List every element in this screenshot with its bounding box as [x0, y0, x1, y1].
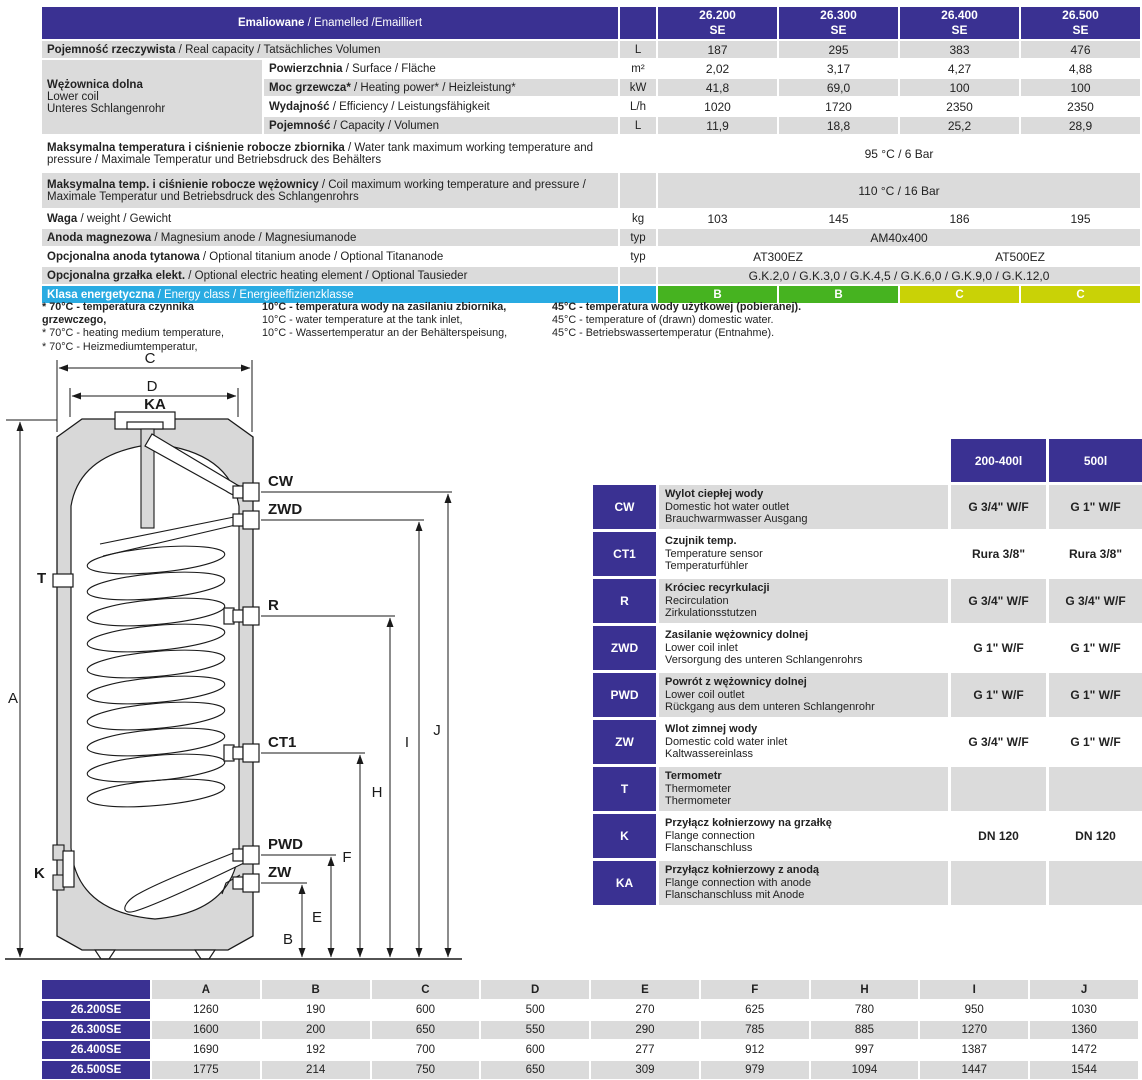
coil-group-en: Lower coil [47, 91, 99, 103]
dim-value: 997 [810, 1040, 920, 1060]
footnote-line: * 70°C - temperatura czynnika grzewczego, [42, 301, 194, 327]
connection-size-2: Rura 3/8" [1048, 531, 1142, 578]
connection-code: K [592, 813, 658, 860]
label-rest: / Energy class / Energieeffizienzklasse [154, 288, 354, 301]
connection-size-2: G 1" W/F [1048, 625, 1142, 672]
value-cell: 41,8 [657, 78, 778, 97]
dim-value: 625 [700, 1000, 810, 1020]
dim-col-header: E [590, 979, 700, 1000]
model-suffix: SE [951, 23, 968, 37]
k-flange-plate [63, 851, 74, 887]
desc-en: Domestic cold water inlet [665, 735, 788, 748]
connection-size-1: DN 120 [950, 813, 1048, 860]
unit-efficiency: L/h [619, 97, 657, 116]
label-rest: / Surface / Fläche [342, 62, 436, 75]
dim-value: 190 [261, 1000, 371, 1020]
footnote-column-3 [552, 301, 882, 354]
connection-desc [658, 531, 950, 578]
footnote-column-2 [262, 301, 538, 354]
desc-pl: Czujnik temp. [665, 534, 737, 547]
connection-desc [658, 625, 950, 672]
connection-size-2: DN 120 [1048, 813, 1142, 860]
dim-label-E: E [311, 909, 323, 926]
dimensions-row-26400 [41, 1040, 1139, 1060]
value-cell: 383 [899, 40, 1020, 59]
label-rest: / Heating power* / Heizleistung* [350, 81, 516, 94]
connection-size-2: G 1" W/F [1048, 719, 1142, 766]
desc-pl: Zasilanie wężownicy dolnej [665, 628, 809, 641]
value-cell: 100 [1020, 78, 1141, 97]
dim-col-header: H [810, 979, 920, 1000]
dim-label-D: D [146, 378, 158, 395]
row-weight [41, 209, 1141, 228]
value-cell: 2350 [1020, 97, 1141, 116]
value-cell: 1720 [778, 97, 899, 116]
label-rest: / weight / Gewicht [77, 212, 172, 225]
value-cell: 195 [1020, 209, 1141, 228]
label-efficiency [263, 97, 619, 116]
dim-value: 1600 [151, 1020, 261, 1040]
spec-unit-header-cell [619, 6, 657, 40]
connection-code: ZW [592, 719, 658, 766]
k-flange-tab [53, 875, 64, 890]
dim-value: 979 [700, 1060, 810, 1080]
desc-de: Temperaturfühler [665, 560, 749, 573]
label-pl: Klasa energetyczna [47, 288, 155, 301]
row-anode [41, 228, 1141, 247]
dim-value: 309 [590, 1060, 700, 1080]
connection-size-2: G 1" W/F [1048, 672, 1142, 719]
dimensions-row-26200 [41, 1000, 1139, 1020]
dimensions-row-26500 [41, 1060, 1139, 1080]
connection-code: CW [592, 484, 658, 531]
footnotes [42, 301, 896, 354]
model-name: 26.500 [1062, 8, 1099, 22]
label-pl: Waga [47, 212, 78, 225]
connections-header-row [592, 438, 1142, 484]
t-label: T [37, 570, 47, 587]
label-pl: Powierzchnia [269, 62, 343, 75]
footnote-line: 45°C - temperature of (drawn) domestic water. [552, 314, 774, 327]
desc-en: Temperature sensor [665, 547, 763, 560]
height-dim-lines [302, 494, 448, 957]
value-cell: 2350 [899, 97, 1020, 116]
label-power [263, 78, 619, 97]
tank-diagram [0, 350, 470, 980]
k-flange-tab [53, 845, 64, 860]
desc-pl: Wylot ciepłej wody [665, 487, 764, 500]
value-cell: 186 [899, 209, 1020, 228]
connection-code: PWD [592, 672, 658, 719]
spec-title-pl: Emaliowane [237, 17, 305, 29]
dim-value: 950 [919, 1000, 1029, 1020]
model-header-2 [778, 6, 899, 40]
spec-title-rest: / Enamelled /Emailliert [304, 17, 423, 29]
dim-col-header: C [371, 979, 481, 1000]
dim-value: 1260 [151, 1000, 261, 1020]
tank-inner-cavity [71, 444, 239, 919]
spec-table [40, 5, 1142, 305]
unit-power: kW [619, 78, 657, 97]
row-tank-max [41, 135, 1141, 172]
footnote-line: 45°C - temperatura wody użytkowej (pobieranej). [552, 301, 802, 313]
connections-header-500: 500l [1048, 438, 1142, 484]
dim-label-C: C [144, 350, 156, 367]
connection-code: ZWD [592, 625, 658, 672]
dim-label-H: H [371, 784, 383, 801]
dim-value: 1270 [919, 1020, 1029, 1040]
desc-pl: Króciec recyrkulacji [665, 581, 770, 594]
energy-class-badge: C [1020, 285, 1141, 304]
value-cell: 1020 [657, 97, 778, 116]
ka-label: KA [144, 396, 166, 413]
label-titanium [41, 247, 619, 266]
dimensions-table [40, 978, 1140, 1080]
label-anode [41, 228, 619, 247]
value-cell: 145 [778, 209, 899, 228]
dim-label-A: A [8, 690, 19, 707]
label-pl: Maksymalna temperatura i ciśnienie robocze zbiornika [47, 141, 345, 154]
connections-header-200-400: 200-400l [950, 438, 1048, 484]
label-rest: / Capacity / Volumen [330, 119, 440, 132]
footnote-line: * 70°C - heating medium temperature, [42, 327, 224, 340]
value-cell: 25,2 [899, 116, 1020, 135]
dim-value: 500 [480, 1000, 590, 1020]
dim-col-header: A [151, 979, 261, 1000]
dimensions-section [40, 978, 1140, 1080]
label-rest: / Water tank maximum working temperature and pressure / Maximale Temperatur und Betriebsdruck des Behälters [47, 141, 594, 166]
value-cell: 69,0 [778, 78, 899, 97]
dimensions-header-row [41, 979, 1139, 1000]
dim-value: 750 [371, 1060, 481, 1080]
label-tank-max [41, 135, 619, 172]
connection-row-zwd [592, 625, 1142, 672]
connection-code: T [592, 766, 658, 813]
connection-size-1: Rura 3/8" [950, 531, 1048, 578]
row-titanium [41, 247, 1141, 266]
dim-value: 780 [810, 1000, 920, 1020]
dim-value: 600 [371, 1000, 481, 1020]
connection-desc [658, 860, 950, 907]
connection-desc [658, 813, 950, 860]
value-cell: 28,9 [1020, 116, 1141, 135]
dim-value: 1387 [919, 1040, 1029, 1060]
value-cell: 4,88 [1020, 59, 1141, 78]
desc-en: Thermometer [665, 782, 732, 795]
dim-row-model: 26.400SE [41, 1040, 151, 1060]
spec-header-row [41, 6, 1141, 40]
dim-value: 600 [480, 1040, 590, 1060]
value-coil-max: 110 °C / 16 Bar [657, 172, 1141, 209]
model-suffix: SE [709, 23, 726, 37]
model-name: 26.300 [820, 8, 857, 22]
value-titanium-1: AT300EZ [657, 247, 899, 266]
leader-lines [261, 492, 452, 883]
label-pl: Pojemność [269, 119, 331, 132]
zw-label: ZW [268, 864, 292, 881]
desc-de: Flanschanschluss mit Anode [665, 889, 805, 902]
desc-en: Flange connection [665, 829, 755, 842]
desc-de: Thermometer [665, 795, 732, 808]
dim-label-B: B [282, 931, 294, 948]
desc-de: Rückgang aus dem unteren Schlangenrohr [665, 701, 875, 714]
connection-row-t [592, 766, 1142, 813]
desc-pl: Powrót z wężownicy dolnej [665, 675, 807, 688]
desc-en: Lower coil inlet [665, 641, 738, 654]
connection-desc [658, 672, 950, 719]
dim-label-F: F [342, 849, 352, 866]
model-header-3 [899, 6, 1020, 40]
label-coil-capacity [263, 116, 619, 135]
footnote-line: 45°C - Betriebswassertemperatur (Entnahme). [552, 327, 775, 340]
value-cell: 18,8 [778, 116, 899, 135]
dim-value: 650 [371, 1020, 481, 1040]
energy-class-badge: B [657, 285, 778, 304]
label-surface [263, 59, 619, 78]
cw-label: CW [268, 473, 293, 490]
model-suffix: SE [1072, 23, 1089, 37]
footnote-column-1 [42, 301, 248, 354]
desc-pl: Wlot zimnej wody [665, 722, 758, 735]
connection-row-cw [592, 484, 1142, 531]
dim-value: 200 [261, 1020, 371, 1040]
dim-value: 912 [700, 1040, 810, 1060]
value-titanium-2: AT500EZ [899, 247, 1141, 266]
dim-col-header: F [700, 979, 810, 1000]
desc-pl: Termometr [665, 769, 722, 782]
r-label: R [268, 597, 279, 614]
connection-size-1: G 3/4" W/F [950, 484, 1048, 531]
label-pl: Anoda magnezowa [47, 231, 152, 244]
connection-size-1: G 3/4" W/F [950, 578, 1048, 625]
connection-code: CT1 [592, 531, 658, 578]
footnote-line: * 70°C - Heizmediumtemperatur, [42, 340, 198, 353]
desc-en: Lower coil outlet [665, 688, 745, 701]
unit-anode: typ [619, 228, 657, 247]
connection-row-pwd [592, 672, 1142, 719]
unit-capacity: L [619, 40, 657, 59]
label-rest: / Magnesium anode / Magnesiumanode [151, 231, 357, 244]
ka-flange-plate [127, 422, 163, 429]
desc-en: Recirculation [665, 594, 729, 607]
value-cell: 476 [1020, 40, 1141, 59]
spec-table-section [40, 5, 1140, 305]
label-pl: Opcjonalna grzałka elekt. [47, 269, 186, 282]
label-weight [41, 209, 619, 228]
connection-desc [658, 484, 950, 531]
connection-size-2 [1048, 766, 1142, 813]
model-name: 26.200 [699, 8, 736, 22]
connection-row-ka [592, 860, 1142, 907]
unit-surface: m² [619, 59, 657, 78]
dim-value: 214 [261, 1060, 371, 1080]
label-capacity [41, 40, 619, 59]
connection-desc [658, 766, 950, 813]
connection-size-1 [950, 860, 1048, 907]
label-rest: / Coil maximum working temperature and pressure / Maximale Temperatur und Betriebsdruck des Schlangenrohrs [47, 178, 586, 203]
dim-value: 1544 [1029, 1060, 1139, 1080]
row-capacity [41, 40, 1141, 59]
connection-size-1: G 1" W/F [950, 625, 1048, 672]
row-coil-surface [41, 59, 1141, 78]
connections-section [590, 436, 1142, 908]
footnote-line: 10°C - Wassertemperatur an der Behälterspeisung, [262, 327, 508, 340]
connection-desc [658, 578, 950, 625]
tank-diagram-svg [0, 350, 470, 980]
pwd-label: PWD [268, 836, 303, 853]
zwd-label: ZWD [268, 501, 303, 518]
dim-row-model: 26.500SE [41, 1060, 151, 1080]
connection-size-2 [1048, 860, 1142, 907]
dim-value: 192 [261, 1040, 371, 1060]
thermometer-boss [53, 574, 73, 587]
dim-label-J: J [433, 722, 441, 739]
model-suffix: SE [830, 23, 847, 37]
dim-value: 650 [480, 1060, 590, 1080]
footnote-line: 10°C - water temperature at the tank inlet, [262, 314, 463, 327]
dim-value: 550 [480, 1020, 590, 1040]
coil-group-de: Unteres Schlangenrohr [47, 103, 166, 115]
ct1-label: CT1 [268, 734, 297, 751]
value-cell: 3,17 [778, 59, 899, 78]
dim-col-header: B [261, 979, 371, 1000]
tank-foot-right [195, 950, 215, 959]
footnote-line: 10°C - temperatura wody na zasilaniu zbiornika, [262, 301, 507, 313]
desc-de: Versorgung des unteren Schlangenrohrs [665, 654, 863, 667]
desc-de: Kaltwassereinlass [665, 748, 754, 761]
connection-code: R [592, 578, 658, 625]
dim-value: 270 [590, 1000, 700, 1020]
dim-row-model: 26.300SE [41, 1020, 151, 1040]
value-cell: 187 [657, 40, 778, 59]
dim-value: 290 [590, 1020, 700, 1040]
dim-value: 785 [700, 1020, 810, 1040]
connection-desc [658, 719, 950, 766]
unit-weight: kg [619, 209, 657, 228]
label-heater [41, 266, 619, 285]
connections-table [590, 436, 1142, 908]
unit-coil-capacity: L [619, 116, 657, 135]
dim-value: 277 [590, 1040, 700, 1060]
dim-row-model: 26.200SE [41, 1000, 151, 1020]
dim-label-I: I [404, 734, 410, 751]
value-cell: 100 [899, 78, 1020, 97]
energy-class-badge: C [899, 285, 1020, 304]
desc-pl: Przyłącz kołnierzowy na grzałkę [665, 816, 832, 829]
row-coil-max [41, 172, 1141, 209]
row-heater [41, 266, 1141, 285]
connection-size-1: G 3/4" W/F [950, 719, 1048, 766]
connection-size-2: G 1" W/F [1048, 484, 1142, 531]
coil-group-pl: Wężownica dolna [47, 79, 143, 91]
value-heater: G.K.2,0 / G.K.3,0 / G.K.4,5 / G.K.6,0 / G.K.9,0 / G.K.12,0 [657, 266, 1141, 285]
dimensions-row-26300 [41, 1020, 1139, 1040]
dim-value: 1094 [810, 1060, 920, 1080]
label-rest: / Efficiency / Leistungsfähigkeit [329, 100, 490, 113]
value-cell: 103 [657, 209, 778, 228]
label-rest: / Optional titanium anode / Optional Titananode [199, 250, 444, 263]
unit-tank-max [619, 135, 657, 172]
unit-heater [619, 266, 657, 285]
label-pl: Pojemność rzeczywista [47, 43, 176, 56]
value-tank-max: 95 °C / 6 Bar [657, 135, 1141, 172]
dim-value: 1472 [1029, 1040, 1139, 1060]
value-anode: AM40x400 [657, 228, 1141, 247]
dim-value: 1447 [919, 1060, 1029, 1080]
label-rest: / Real capacity / Tatsächliches Volumen [175, 43, 381, 56]
desc-pl: Przyłącz kołnierzowy z anodą [665, 863, 820, 876]
connection-row-ct1 [592, 531, 1142, 578]
connection-size-2: G 3/4" W/F [1048, 578, 1142, 625]
label-pl: Wydajność [269, 100, 330, 113]
model-header-1 [657, 6, 778, 40]
spec-title-cell [41, 6, 619, 40]
label-pl: Moc grzewcza* [269, 81, 351, 94]
dim-col-header: D [480, 979, 590, 1000]
energy-class-badge: B [778, 285, 899, 304]
desc-de: Flanschanschluss [665, 842, 753, 855]
dim-col-header: J [1029, 979, 1139, 1000]
value-cell: 295 [778, 40, 899, 59]
value-cell: 2,02 [657, 59, 778, 78]
dim-value: 700 [371, 1040, 481, 1060]
unit-titanium: typ [619, 247, 657, 266]
desc-en: Domestic hot water outlet [665, 500, 790, 513]
connection-row-k [592, 813, 1142, 860]
value-cell: 4,27 [899, 59, 1020, 78]
tank-foot-left [95, 950, 115, 959]
label-coil-max [41, 172, 619, 209]
dim-value: 1030 [1029, 1000, 1139, 1020]
connections-header-spacer [592, 438, 950, 484]
connection-row-zw [592, 719, 1142, 766]
label-pl: Opcjonalna anoda tytanowa [47, 250, 200, 263]
model-name: 26.400 [941, 8, 978, 22]
label-pl: Maksymalna temp. i ciśnienie robocze wężownicy [47, 178, 319, 191]
model-header-4 [1020, 6, 1141, 40]
k-label: K [34, 865, 45, 882]
label-rest: / Optional electric heating element / Optional Tausieder [185, 269, 468, 282]
dim-value: 1775 [151, 1060, 261, 1080]
dim-value: 1690 [151, 1040, 261, 1060]
desc-en: Flange connection with anode [665, 876, 812, 889]
dim-value: 885 [810, 1020, 920, 1040]
connection-code: KA [592, 860, 658, 907]
label-coil-group [41, 59, 263, 135]
value-cell: 11,9 [657, 116, 778, 135]
desc-de: Brauchwarmwasser Ausgang [665, 513, 808, 526]
dimensions-header-spacer [41, 979, 151, 1000]
connection-size-1: G 1" W/F [950, 672, 1048, 719]
connection-size-1 [950, 766, 1048, 813]
dim-value: 1360 [1029, 1020, 1139, 1040]
unit-coil-max [619, 172, 657, 209]
desc-de: Zirkulationsstutzen [665, 607, 757, 620]
connection-row-r [592, 578, 1142, 625]
dim-col-header: I [919, 979, 1029, 1000]
